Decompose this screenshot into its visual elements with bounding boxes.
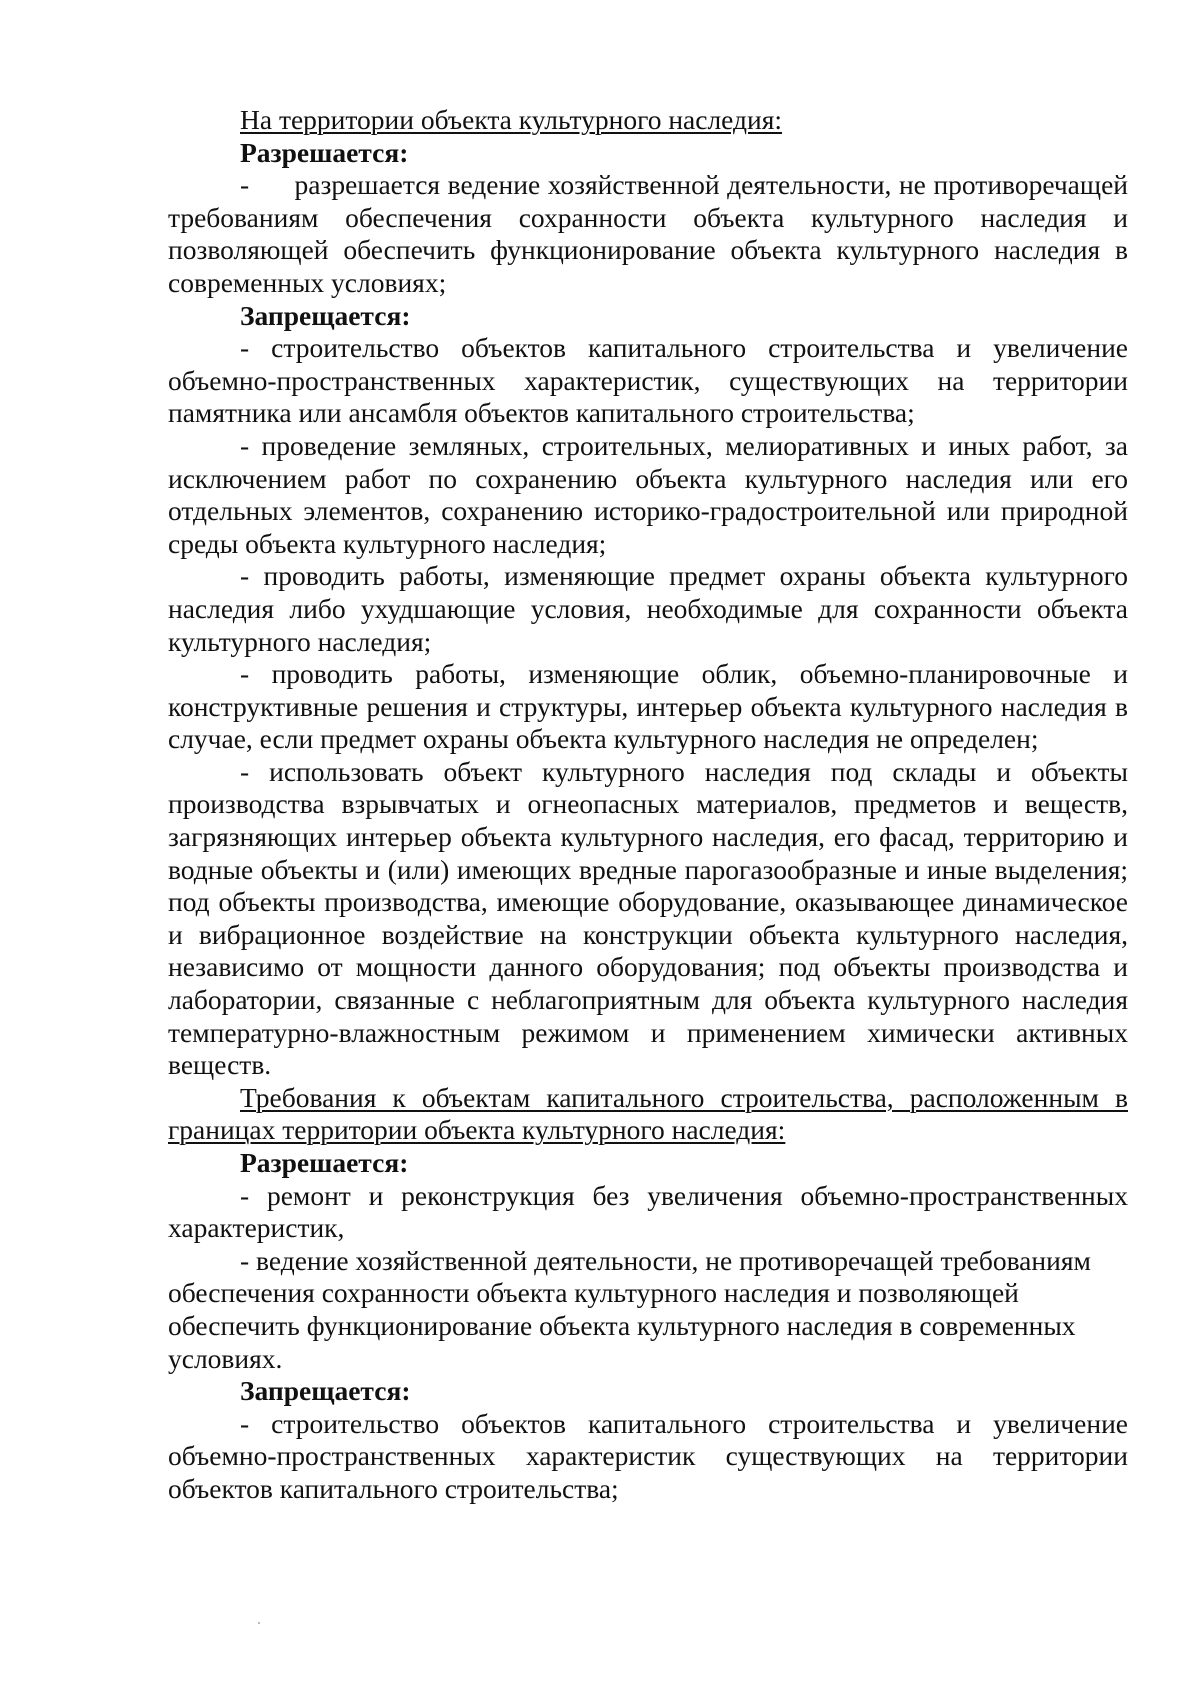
allowed-item: - ведение хозяйственной деятельности, не противоречащей требованиям обеспечения сохранности объекта культурного наследия и позволяющей обеспечить функционирование объекта культурного наследия в современных условиях. [168, 1244, 1091, 1374]
allowed-item: - ремонт и реконструкция без увеличения объемно-пространственных характеристик, [168, 1179, 1128, 1244]
section-title: Требования к объектам капитального строительства, расположенным в границах территории объекта культурного наследия: [168, 1081, 1128, 1146]
forbidden-item: - проводить работы, изменяющие облик, объемно-планировочные и конструктивные решения и структуры, интерьер объекта культурного наследия в случае, если предмет охраны объекта культурного наследия не определен; [168, 658, 1128, 755]
allowed-heading: Разрешается: [240, 1147, 409, 1178]
forbidden-item: - проводить работы, изменяющие предмет охраны объекта культурного наследия либо ухудшающие условия, необходимые для сохранности объекта культурного наследия; [168, 560, 1128, 657]
forbidden-item: - использовать объект культурного наследия под склады и объекты производства взрывчатых и огнеопасных материалов, предметов и веществ, загрязняющих интерьер объекта культурного наследия, его фасад, территорию и водные объекты и (или) имеющих вредные парогазообразные и иные выделения; под объекты производства, имеющие оборудование, оказывающее динамическое и вибрационное воздействие на конструкции объекта культурного наследия, независимо от мощности данного оборудования; под объекты производства и лаборатории, связанные с неблагоприятным для объекта культурного наследия температурно-влажностным режимом и применением химически активных веществ. [168, 755, 1128, 1081]
section-title: На территории объекта культурного наследия: [240, 104, 783, 135]
allowed-heading: Разрешается: [240, 136, 409, 168]
forbidden-item: - строительство объектов капитального строительства и увеличение объемно-пространственных характеристик существующих на территории объектов капитального строительства; [168, 1407, 1128, 1504]
document-page [168, 104, 1128, 1506]
allowed-item: - разрешается ведение хозяйственной деятельности, не противоречащей требованиям обеспечения сохранности объекта культурного наследия и позволяющей обеспечить функционирование объекта культурного наследия в современных условиях; [168, 169, 1128, 298]
forbidden-heading: Запрещается: [240, 1375, 411, 1407]
scan-artifact [258, 1622, 260, 1624]
forbidden-heading: Запрещается: [240, 299, 411, 331]
forbidden-item: - проведение земляных, строительных, мелиоративных и иных работ, за исключением работ по сохранению объекта культурного наследия или его отдельных элементов, сохранению историко-градостроительной или природной среды объекта культурного наследия; [168, 429, 1128, 559]
forbidden-item: - строительство объектов капитального строительства и увеличение объемно-пространственных характеристик, существующих на территории памятника или ансамбля объектов капитального строительства; [168, 332, 1128, 429]
